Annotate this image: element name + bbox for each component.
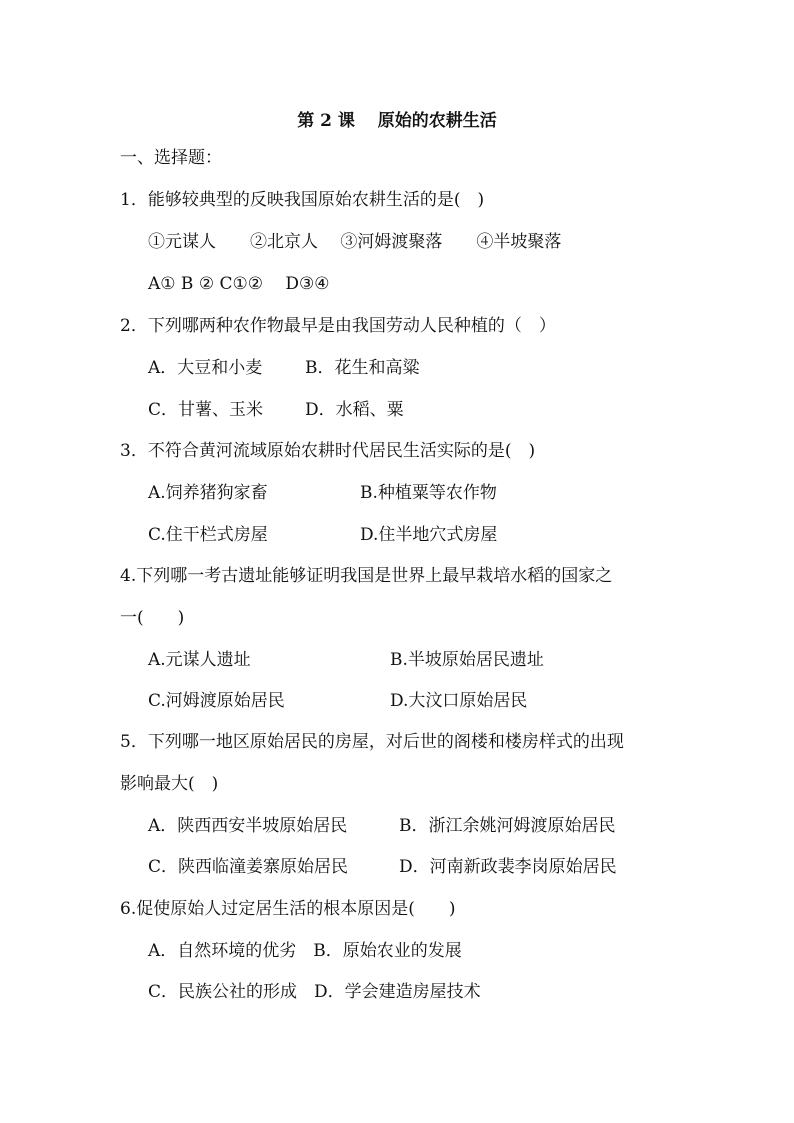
question-5-stem-continued: 影响最大( )	[120, 774, 219, 794]
question-1-options: A① B ② C①② D③④	[148, 274, 330, 294]
question-6-options-ab: A．自然环境的优劣 B．原始农业的发展	[148, 941, 462, 961]
question-1-stem: 1．能够较典型的反映我国原始农耕生活的是( )	[120, 190, 485, 210]
question-2-option-b: B．花生和高粱	[305, 358, 420, 378]
question-5-stem: 5．下列哪一地区原始居民的房屋，对后世的阁楼和楼房样式的出现	[120, 732, 624, 752]
question-5-option-c: C．陕西临潼姜寨原始居民	[148, 857, 349, 877]
question-2-option-d: D．水稻、粟	[305, 400, 404, 420]
question-5-option-a: A．陕西西安半坡原始居民	[148, 816, 348, 836]
question-6-stem: 6.促使原始人过定居生活的根本原因是( )	[120, 899, 456, 919]
question-3-option-b: B.种植粟等农作物	[360, 483, 497, 503]
question-4-option-a: A.元谋人遗址	[148, 650, 251, 670]
question-3-option-d: D.住半地穴式房屋	[360, 525, 498, 545]
section-heading: 一、选择题：	[120, 148, 222, 168]
question-4-option-d: D.大汶口原始居民	[390, 691, 528, 711]
question-4-option-b: B.半坡原始居民遗址	[390, 650, 544, 670]
question-4-option-c: C.河姆渡原始居民	[148, 691, 285, 711]
question-5-option-d: D．河南新政裴李岗原始居民	[399, 857, 617, 877]
question-4-stem: 4.下列哪一考古遗址能够证明我国是世界上最早栽培水稻的国家之	[120, 566, 613, 586]
question-2-option-a: A．大豆和小麦	[148, 358, 263, 378]
question-4-stem-continued: 一( )	[120, 608, 185, 628]
question-2-option-c: C．甘薯、玉米	[148, 400, 264, 420]
page-title: 第 2 课 原始的农耕生活	[297, 111, 497, 131]
question-1-items: ①元谋人 ②北京人 ③河姆渡聚落 ④半坡聚落	[148, 232, 562, 252]
question-3-option-c: C.住干栏式房屋	[148, 525, 268, 545]
question-3-option-a: A.饲养猪狗家畜	[148, 483, 268, 503]
question-5-option-b: B．浙江余姚河姆渡原始居民	[399, 816, 616, 836]
question-2-stem: 2．下列哪两种农作物最早是由我国劳动人民种植的（ ）	[120, 316, 556, 336]
question-3-stem: 3．不符合黄河流域原始农耕时代居民生活实际的是( )	[120, 441, 536, 461]
question-6-options-cd: C．民族公社的形成 D．学会建造房屋技术	[148, 982, 481, 1002]
